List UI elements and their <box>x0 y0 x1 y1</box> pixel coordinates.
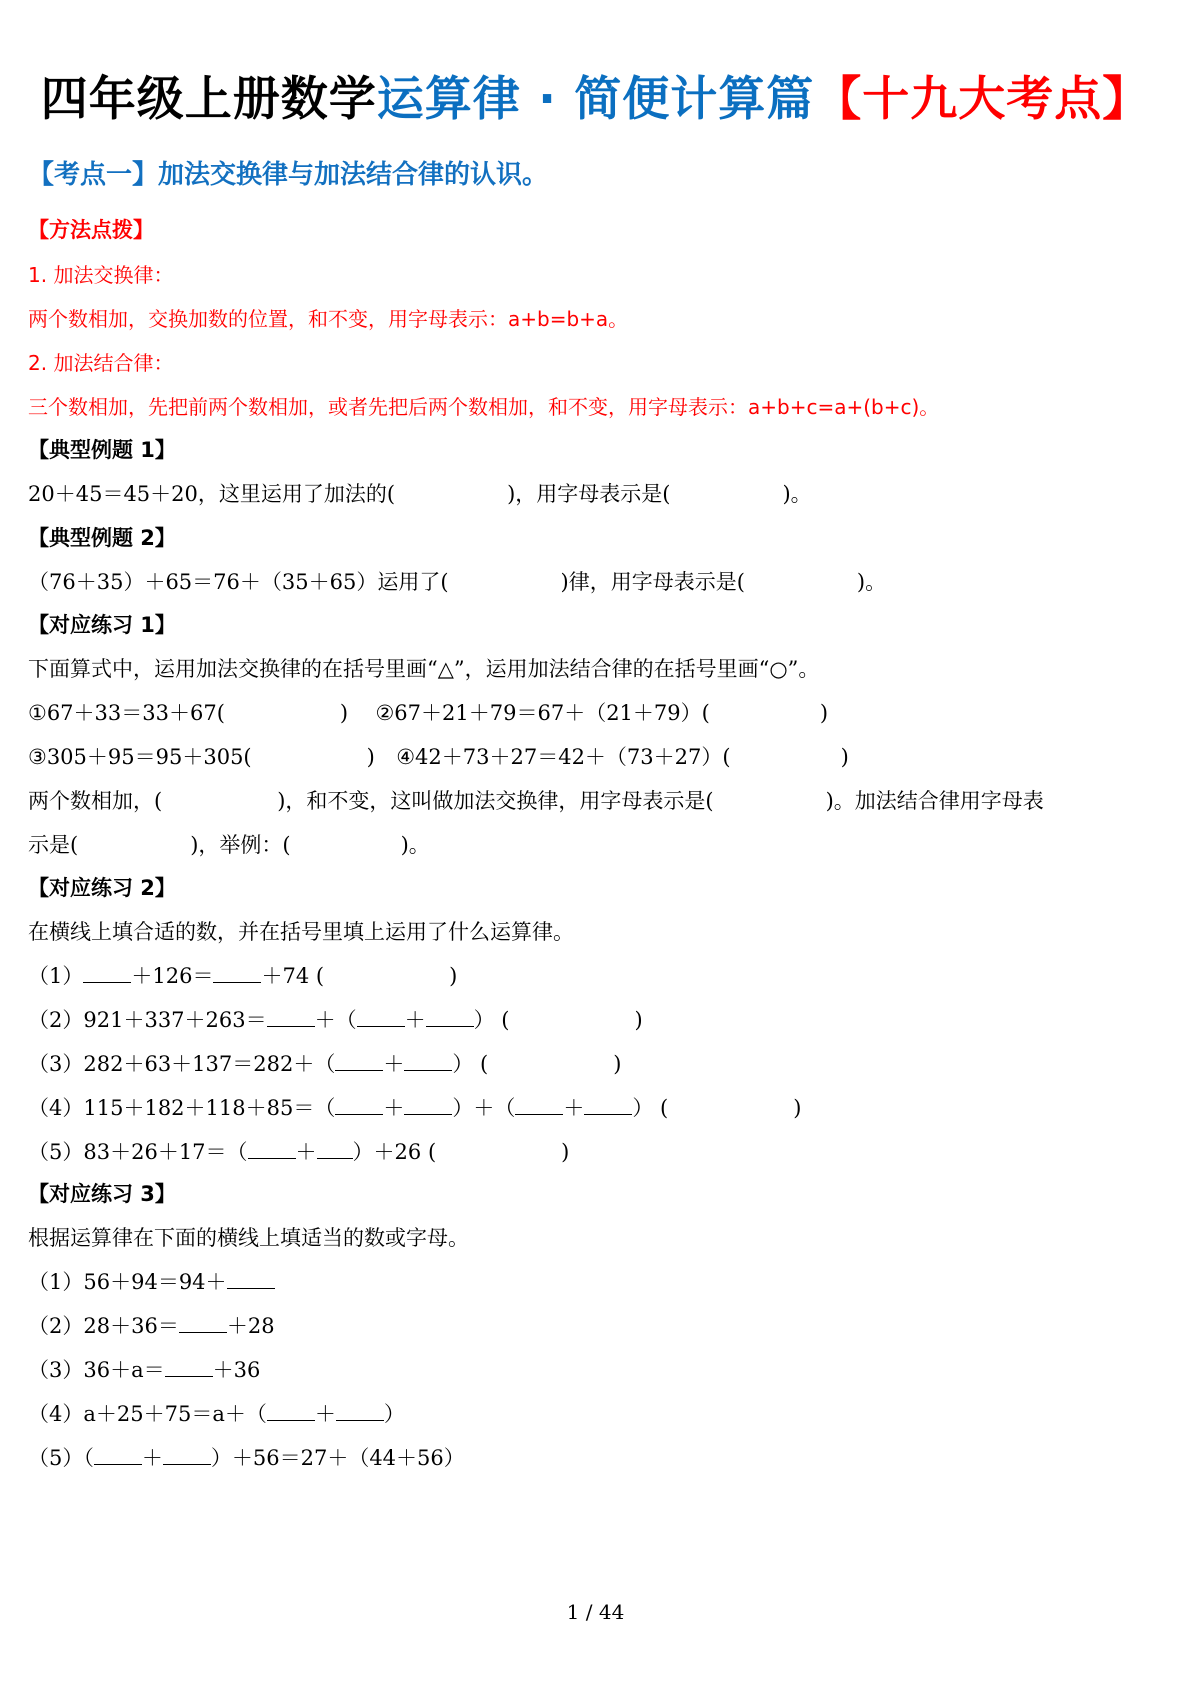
fill-underline[interactable] <box>267 1008 315 1027</box>
practice-2-item-1 <box>28 960 457 990</box>
fill-underline[interactable] <box>584 1096 632 1115</box>
fill-text: 两个数相加，( <box>28 789 163 813</box>
fill-underline[interactable] <box>165 1358 213 1377</box>
document-title <box>0 62 1191 129</box>
expr-text: ） ( <box>473 1008 510 1032</box>
expr-text: 83＋26＋17＝（ <box>83 1140 248 1164</box>
expr-text: ）＋（ <box>452 1096 516 1120</box>
fill-text: )。加法结合律用字母表 <box>825 789 1044 813</box>
practice-1-fill-line-1 <box>28 785 1044 815</box>
close-paren: ) <box>366 745 375 769</box>
practice-3-instruction: 根据运算律在下面的横线上填适当的数或字母。 <box>28 1226 469 1250</box>
fill-underline[interactable] <box>335 1052 383 1071</box>
close-paren: ) <box>634 1008 643 1032</box>
fill-underline[interactable] <box>515 1096 563 1115</box>
expr-text: 36＋a＝ <box>83 1358 165 1382</box>
practice-1-fill-line-2 <box>28 829 430 859</box>
fill-underline[interactable] <box>357 1008 405 1027</box>
expr-text: 282＋63＋137＝282＋（ <box>83 1052 336 1076</box>
expr-text: ） ( <box>632 1096 669 1120</box>
close-paren: ) <box>613 1052 622 1076</box>
fill-underline[interactable] <box>248 1140 296 1159</box>
item-number: （3） <box>28 1358 84 1382</box>
item-number: （1） <box>28 964 84 988</box>
practice-2-instruction: 在横线上填合适的数，并在括号里填上运用了什么运算律。 <box>28 920 574 944</box>
practice-3-item-4 <box>28 1398 405 1428</box>
practice-2-label: 【对应练习 2】 <box>28 876 176 900</box>
practice-1-instruction: 下面算式中，运用加法交换律的在括号里画“△”，运用加法结合律的在括号里画“○”。 <box>28 657 820 681</box>
method-line-1: 1. 加法交换律： <box>28 263 174 287</box>
expr-text: 56＋94＝94＋ <box>83 1270 227 1294</box>
expr-text: ）＋26 ( <box>352 1140 437 1164</box>
practice-1-item-3: ③305＋95＝95＋305( <box>28 745 252 769</box>
item-number: （5） <box>28 1446 84 1470</box>
fill-underline[interactable] <box>426 1008 474 1027</box>
item-number: （2） <box>28 1008 84 1032</box>
method-line-4: 三个数相加，先把前两个数相加，或者先把后两个数相加，和不变，用字母表示：a+b+c=a+(b+c)。 <box>28 395 940 419</box>
fill-underline[interactable] <box>94 1446 142 1465</box>
expr-text: ＋ <box>295 1140 317 1164</box>
close-paren: ) <box>840 745 849 769</box>
fill-underline[interactable] <box>335 1096 383 1115</box>
expr-text: ＋ <box>383 1052 405 1076</box>
close-paren: ) <box>339 701 349 725</box>
page-number <box>0 1600 1191 1624</box>
expr-text: ＋ <box>404 1008 426 1032</box>
fill-text: 示是( <box>28 833 79 857</box>
expr-text: ＋ <box>383 1096 405 1120</box>
example-2-label: 【典型例题 2】 <box>28 526 176 550</box>
expr-text: ＋36 <box>212 1358 261 1382</box>
expr-text: （ <box>83 1446 94 1470</box>
method-line-3: 2. 加法结合律： <box>28 351 174 375</box>
practice-2-item-3 <box>28 1048 621 1078</box>
practice-1-label: 【对应练习 1】 <box>28 613 176 637</box>
example-2-text-c: )。 <box>856 570 887 594</box>
practice-2-item-5 <box>28 1136 569 1166</box>
expr-text: ） ( <box>452 1052 489 1076</box>
expr-text: ）＋56＝27＋（44＋56） <box>210 1446 465 1470</box>
method-label: 【方法点拨】 <box>28 218 154 242</box>
fill-text: )，举例：( <box>190 833 291 857</box>
item-number: （4） <box>28 1402 84 1426</box>
practice-3-label: 【对应练习 3】 <box>28 1182 176 1206</box>
example-1-question <box>28 478 812 508</box>
practice-3-item-5 <box>28 1442 465 1472</box>
fill-underline[interactable] <box>404 1096 452 1115</box>
close-paren: ) <box>561 1140 570 1164</box>
fill-text: )，和不变，这叫做加法交换律，用字母表示是( <box>277 789 714 813</box>
expr-text: ＋ <box>563 1096 585 1120</box>
example-2-question <box>28 566 886 596</box>
practice-1-row-1 <box>28 697 828 727</box>
current-page: 1 <box>566 1600 580 1624</box>
fill-underline[interactable] <box>404 1052 452 1071</box>
close-paren: ) <box>449 964 458 988</box>
fill-text: )。 <box>400 833 430 857</box>
title-part-count: 【十九大考点】 <box>814 72 1151 127</box>
expr-text: ＋126＝ <box>131 964 214 988</box>
title-part-grade: 四年级上册数学 <box>40 72 377 127</box>
practice-2-item-2 <box>28 1004 643 1034</box>
fill-underline[interactable] <box>83 964 131 983</box>
example-1-text-c: )。 <box>782 482 812 506</box>
expr-text: 115＋182＋118＋85＝（ <box>83 1096 336 1120</box>
item-number: （3） <box>28 1052 84 1076</box>
fill-underline[interactable] <box>179 1314 227 1333</box>
title-part-topic: 运算律 · 简便计算篇 <box>376 72 815 127</box>
method-line-2: 两个数相加，交换加数的位置，和不变，用字母表示：a+b=b+a。 <box>28 307 629 331</box>
expr-text: 921＋337＋263＝ <box>83 1008 267 1032</box>
fill-underline[interactable] <box>213 964 261 983</box>
kaodian-heading: 【考点一】加法交换律与加法结合律的认识。 <box>28 160 549 190</box>
item-number: （4） <box>28 1096 84 1120</box>
close-paren: ) <box>819 701 829 725</box>
page-separator: / <box>585 1600 593 1624</box>
expr-text: 28＋36＝ <box>83 1314 179 1338</box>
total-pages: 44 <box>598 1600 625 1624</box>
example-1-text-b: )，用字母表示是( <box>507 482 671 506</box>
fill-underline[interactable] <box>317 1140 353 1159</box>
practice-3-item-3 <box>28 1354 260 1384</box>
close-paren: ) <box>793 1096 802 1120</box>
practice-1-item-4: ④42＋73＋27＝42＋（73＋27）( <box>396 745 731 769</box>
expr-text: ＋（ <box>314 1008 357 1032</box>
example-2-text-b: )律，用字母表示是( <box>560 570 745 594</box>
fill-underline[interactable] <box>336 1402 384 1421</box>
expr-text: ＋74 ( <box>261 964 325 988</box>
expr-text: ＋ <box>141 1446 163 1470</box>
fill-underline[interactable] <box>163 1446 211 1465</box>
example-2-text-a: （76＋35）＋65＝76＋（35＋65）运用了( <box>28 570 449 594</box>
fill-underline[interactable] <box>227 1270 275 1289</box>
item-number: （1） <box>28 1270 84 1294</box>
practice-1-item-1: ①67＋33＝33＋67( <box>28 701 225 725</box>
practice-2-item-4 <box>28 1092 801 1122</box>
example-1-text-a: 20＋45＝45＋20，这里运用了加法的( <box>28 482 396 506</box>
item-number: （5） <box>28 1140 84 1164</box>
item-number: （2） <box>28 1314 84 1338</box>
practice-1-item-2: ②67＋21＋79＝67＋（21＋79）( <box>375 701 710 725</box>
expr-text: ＋28 <box>226 1314 275 1338</box>
expr-text: ＋ <box>314 1402 336 1426</box>
practice-3-item-1 <box>28 1266 275 1296</box>
fill-underline[interactable] <box>267 1402 315 1421</box>
practice-3-item-2 <box>28 1310 275 1340</box>
expr-text: ） <box>383 1402 405 1426</box>
example-1-label: 【典型例题 1】 <box>28 438 176 462</box>
practice-1-row-2 <box>28 741 849 771</box>
expr-text: a＋25＋75＝a＋（ <box>83 1402 267 1426</box>
